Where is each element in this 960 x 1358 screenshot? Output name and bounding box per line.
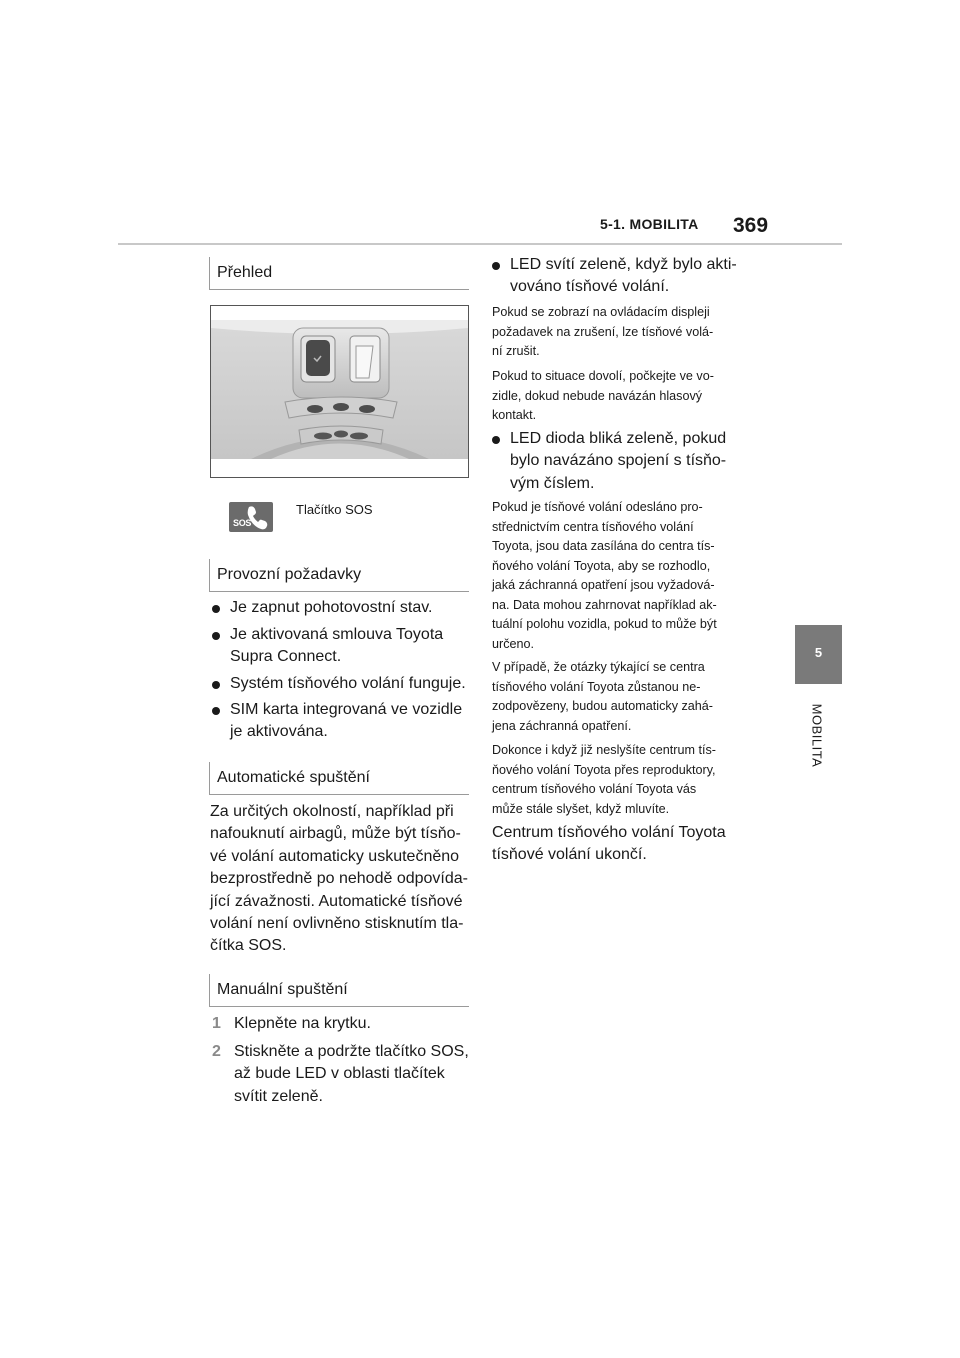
bullet-icon bbox=[212, 681, 220, 689]
text-line: LED dioda bliká zeleně, pokud bbox=[510, 430, 727, 447]
text-line: jící závažnosti. Automatické tísňové bbox=[210, 892, 463, 910]
wait-paragraph bbox=[492, 367, 762, 426]
page-number: 369 bbox=[733, 214, 769, 237]
overhead-console-illustration bbox=[210, 305, 469, 478]
requirement-item bbox=[212, 673, 472, 695]
manual-step bbox=[212, 1013, 474, 1035]
text-line: vým číslem. bbox=[510, 474, 595, 492]
auto-start-paragraph bbox=[210, 801, 472, 958]
console-button-left bbox=[307, 405, 323, 413]
sos-button-cover bbox=[306, 340, 330, 376]
light-button-left bbox=[314, 433, 332, 440]
text-line: nafouknutí airbagů, může být tísňo- bbox=[210, 825, 461, 843]
text-line: může stále slyšet, když mluvíte. bbox=[492, 801, 670, 816]
step-number: 2 bbox=[212, 1043, 221, 1060]
step-line: svítit zeleně. bbox=[234, 1087, 323, 1105]
light-button-right bbox=[350, 433, 368, 440]
led-green-bullet bbox=[492, 254, 762, 299]
step-line: Klepněte na krytku. bbox=[234, 1015, 371, 1032]
requirement-line: Je zapnut pohotovostní stav. bbox=[230, 599, 433, 616]
text-line: zodpovězeny, budou automaticky zahá- bbox=[492, 699, 713, 713]
bullet-icon bbox=[212, 605, 220, 613]
text-line: požadavek na zrušení, lze tísňové volá- bbox=[492, 324, 714, 339]
text-line: V případě, že otázky týkající se centra bbox=[492, 660, 705, 674]
auto-start-heading-text: Automatické spuštění bbox=[217, 769, 370, 786]
requirement-line: Supra Connect. bbox=[230, 648, 342, 666]
text-line: čítka SOS. bbox=[210, 937, 287, 955]
console-button-right bbox=[359, 405, 375, 413]
bullet-icon bbox=[492, 262, 500, 270]
bullet-icon bbox=[212, 707, 220, 715]
unanswered-paragraph bbox=[492, 658, 762, 736]
closing-paragraph bbox=[492, 822, 762, 867]
requirements-heading bbox=[209, 559, 469, 592]
sos-icon-label: SOS bbox=[233, 518, 252, 528]
manual-start-heading-text: Manuální spuštění bbox=[217, 981, 348, 998]
text-line: střednictvím centra tísňového volání bbox=[492, 519, 694, 534]
requirement-item bbox=[212, 624, 472, 669]
text-line: Pokud je tísňové volání odesláno pro- bbox=[492, 500, 703, 514]
text-line: Centrum tísňového volání Toyota bbox=[492, 824, 726, 841]
requirement-line: je aktivována. bbox=[230, 723, 328, 741]
text-line: určeno. bbox=[492, 636, 535, 651]
requirement-item bbox=[212, 699, 472, 744]
chapter-number: 5 bbox=[814, 645, 823, 660]
text-line: Pokud to situace dovolí, počkejte ve vo- bbox=[492, 369, 714, 383]
text-line: tuální polohu vozidla, pokud to může být bbox=[492, 617, 717, 631]
sos-caption: Tlačítko SOS bbox=[296, 502, 373, 517]
auto-start-heading bbox=[209, 762, 469, 795]
requirement-line: SIM karta integrovaná ve vozidle bbox=[230, 701, 463, 718]
step-line: Stiskněte a podržte tlačítko SOS, bbox=[234, 1043, 469, 1060]
bullet-icon bbox=[212, 632, 220, 640]
overview-heading-text: Přehled bbox=[217, 264, 273, 281]
text-line: Pokud se zobrazí na ovládacím displeji bbox=[492, 305, 710, 319]
text-line: Dokonce i když již neslyšíte centrum tís- bbox=[492, 743, 716, 757]
manual-start-heading bbox=[209, 974, 469, 1007]
requirement-line: Systém tísňového volání funguje. bbox=[230, 675, 466, 692]
cancel-paragraph bbox=[492, 303, 762, 362]
header-divider bbox=[118, 243, 842, 245]
text-line: ní zrušit. bbox=[492, 344, 540, 358]
data-sent-paragraph bbox=[492, 498, 762, 654]
text-line: tísňového volání Toyota zůstanou ne- bbox=[492, 679, 701, 694]
text-line: bylo navázáno spojení s tísňo- bbox=[510, 452, 727, 470]
requirement-item bbox=[212, 597, 472, 619]
led-blink-bullet bbox=[492, 428, 762, 495]
text-line: jaká záchranná opatření jsou vyžadová- bbox=[492, 578, 715, 592]
requirements-heading-text: Provozní požadavky bbox=[217, 566, 362, 583]
still-hear-paragraph bbox=[492, 741, 762, 819]
overview-heading bbox=[209, 257, 469, 290]
step-number: 1 bbox=[212, 1015, 221, 1032]
console-drawing bbox=[211, 306, 468, 477]
text-line: centrum tísňového volání Toyota vás bbox=[492, 782, 697, 796]
text-line: vé volání automaticky uskutečněno bbox=[210, 847, 460, 865]
text-line: Za určitých okolností, například při bbox=[210, 803, 454, 820]
text-line: Toyota, jsou data zasílána do centra tís- bbox=[492, 539, 715, 553]
text-line: kontakt. bbox=[492, 408, 537, 422]
bullet-icon bbox=[492, 436, 500, 444]
text-line: volání není ovlivněno stisknutím tla- bbox=[210, 915, 464, 933]
step-line: až bude LED v oblasti tlačítek bbox=[234, 1065, 445, 1083]
text-line: na. Data mohou zahrnovat například ak- bbox=[492, 597, 717, 612]
requirement-line: Je aktivovaná smlouva Toyota bbox=[230, 626, 444, 643]
chapter-label: MOBILITA bbox=[809, 703, 825, 768]
light-button-middle bbox=[334, 431, 348, 438]
sos-icon bbox=[229, 502, 273, 532]
text-line: ňového volání Toyota přes reproduktory, bbox=[492, 762, 716, 777]
text-line: bezprostředně po nehodě odpovída- bbox=[210, 870, 468, 888]
console-button-middle bbox=[333, 403, 349, 411]
text-line: LED svítí zeleně, když bylo akti- bbox=[510, 256, 737, 273]
manual-step bbox=[212, 1041, 474, 1108]
text-line: vováno tísňové volání. bbox=[510, 278, 670, 296]
text-line: zidle, dokud nebude navázán hlasový bbox=[492, 388, 703, 403]
text-line: tísňové volání ukončí. bbox=[492, 846, 647, 864]
text-line: ňového volání Toyota, aby se rozhodlo, bbox=[492, 558, 711, 573]
text-line: jena záchranná opatření. bbox=[492, 718, 632, 733]
section-title: 5-1. MOBILITA bbox=[600, 216, 699, 232]
